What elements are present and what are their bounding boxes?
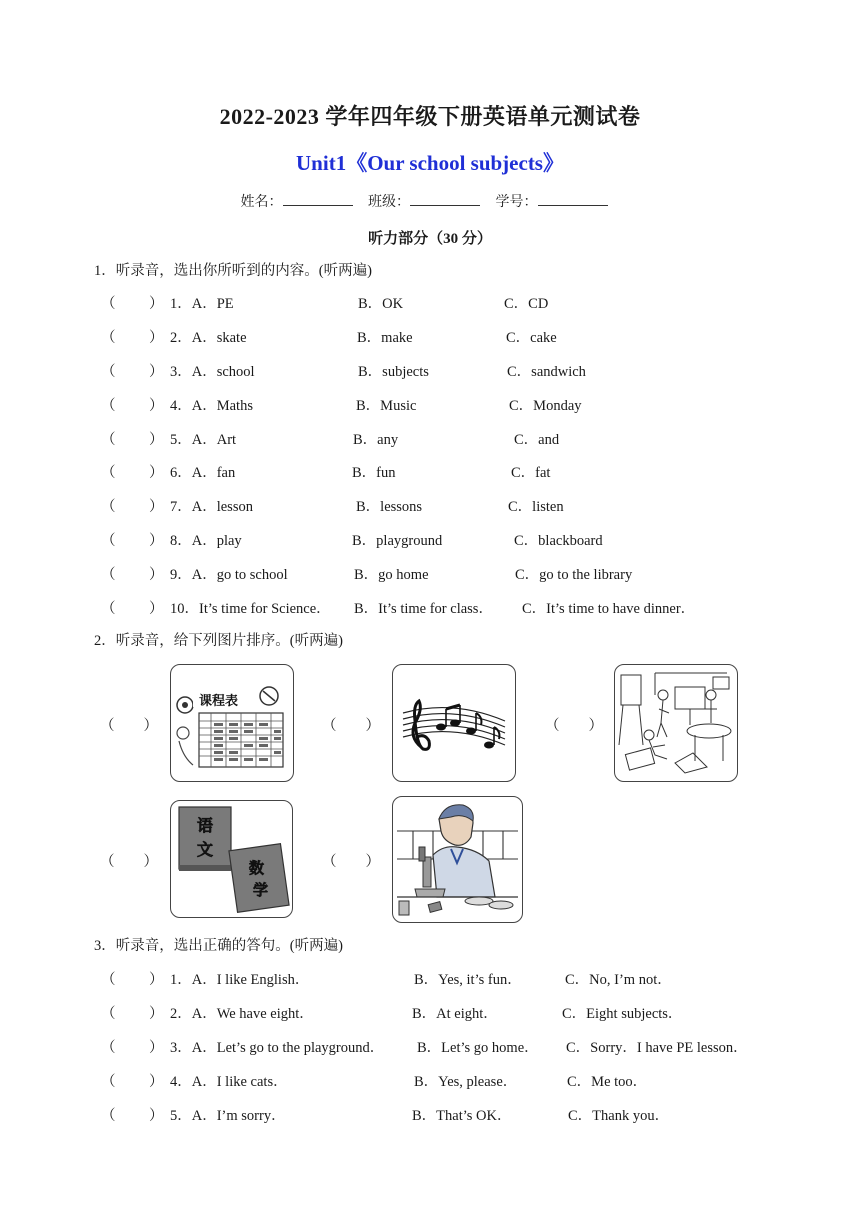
section-title: 听力部分（30 分）: [368, 231, 492, 247]
option-b: B．lessons: [356, 499, 423, 515]
answer-paren-right: ）: [149, 1108, 164, 1124]
option-b: B．subjects: [358, 364, 429, 380]
answer-paren-right: ）: [149, 296, 164, 312]
option-b: B．playground: [352, 533, 443, 549]
science-picture: [392, 796, 523, 923]
option-c: C．Eight subjects．: [562, 1006, 683, 1022]
art-class-picture: [614, 664, 738, 782]
question-row: [0, 326, 860, 348]
option-a: 3．A．school: [170, 364, 255, 380]
answer-paren-right: ）: [149, 601, 164, 617]
name-blank[interactable]: [283, 193, 353, 206]
book-char: 数: [249, 859, 265, 877]
part3-instruction: 3．听录音，选出正确的答句。(听两遍): [94, 938, 343, 954]
book-char: 语: [197, 816, 214, 835]
answer-paren-left[interactable]: （: [101, 1040, 116, 1056]
answer-paren-left[interactable]: （: [101, 499, 116, 515]
page-subtitle: Unit1《Our school subjects》: [296, 151, 564, 175]
option-a: 2．A．We have eight．: [170, 1006, 314, 1022]
answer-paren-left[interactable]: （: [101, 1006, 116, 1022]
option-c: C．fat: [511, 465, 551, 481]
part1-instruction: 1．听录音，选出你所听到的内容。(听两遍): [94, 263, 372, 279]
answer-paren[interactable]: （ ）: [100, 854, 158, 870]
option-c: C．Sorry．I have PE lesson．: [566, 1040, 748, 1056]
number-blank[interactable]: [538, 193, 608, 206]
student-info-line: [0, 191, 860, 211]
option-a: 10．It’s time for Science．: [170, 601, 331, 617]
answer-paren-left[interactable]: （: [101, 330, 116, 346]
option-c: C．blackboard: [514, 533, 603, 549]
option-b: B．any: [353, 432, 399, 448]
option-b: B．Music: [356, 398, 417, 414]
book-char: 文: [197, 840, 214, 859]
option-b: B．Let’s go home．: [417, 1040, 539, 1056]
option-b: B．fun: [352, 465, 396, 481]
microscope-scientist-icon: [393, 797, 522, 922]
textbooks-icon: [171, 801, 292, 917]
answer-paren-left[interactable]: （: [101, 1108, 116, 1124]
option-b: B．It’s time for class．: [354, 601, 493, 617]
music-notes-icon: [393, 665, 515, 781]
answer-paren[interactable]: （ ）: [322, 854, 380, 870]
answer-paren-right: ）: [149, 432, 164, 448]
answer-paren-right: ）: [149, 465, 164, 481]
option-c: C．Thank you．: [568, 1108, 670, 1124]
question-row: [0, 597, 860, 619]
question-row: [0, 292, 860, 314]
page-title: 2022-2023 学年四年级下册英语单元测试卷: [219, 104, 641, 129]
answer-paren-left[interactable]: （: [101, 567, 116, 583]
question-row: [0, 1104, 860, 1126]
timetable-picture: [170, 664, 294, 782]
option-b: B．OK: [358, 296, 404, 312]
answer-paren-right: ）: [149, 1006, 164, 1022]
class-label: 班级：: [368, 195, 410, 210]
answer-paren-right: ）: [149, 499, 164, 515]
answer-paren-right: ）: [149, 330, 164, 346]
name-label: 姓名：: [240, 195, 283, 210]
answer-paren-left[interactable]: （: [101, 465, 116, 481]
option-c: C．listen: [508, 499, 564, 515]
answer-paren-right: ）: [149, 1074, 164, 1090]
answer-paren-left[interactable]: （: [101, 1074, 116, 1090]
answer-paren-right: ）: [149, 398, 164, 414]
music-picture: [392, 664, 516, 782]
part2-instruction: 2．听录音，给下列图片排序。(听两遍): [94, 633, 343, 649]
option-c: C．sandwich: [507, 364, 586, 380]
option-b: B．That’s OK．: [412, 1108, 512, 1124]
answer-paren-left[interactable]: （: [101, 364, 116, 380]
option-c: C．and: [514, 432, 560, 448]
option-a: 1．A．PE: [170, 296, 234, 312]
option-c: C．Monday: [509, 398, 582, 414]
option-a: 1．A．I like English．: [170, 972, 310, 988]
option-a: 4．A．I like cats．: [170, 1074, 288, 1090]
option-c: C．CD: [504, 296, 549, 312]
option-b: B．At eight．: [412, 1006, 498, 1022]
textbooks-picture: [170, 800, 293, 918]
option-c: C．cake: [506, 330, 557, 346]
option-a: 5．A．I’m sorry．: [170, 1108, 286, 1124]
option-c: C．go to the library: [515, 567, 633, 583]
book-char: 学: [253, 881, 269, 899]
question-row: [0, 1036, 860, 1058]
question-row: [0, 1002, 860, 1024]
option-c: C．No, I’m not．: [565, 972, 672, 988]
answer-paren-right: ）: [149, 364, 164, 380]
option-c: C．It’s time to have dinner．: [522, 601, 696, 617]
answer-paren-left[interactable]: （: [101, 432, 116, 448]
answer-paren-left[interactable]: （: [101, 533, 116, 549]
option-b: B．make: [357, 330, 413, 346]
number-label: 学号：: [495, 195, 538, 210]
option-a: 3．A．Let’s go to the playground．: [170, 1040, 385, 1056]
option-b: B．go home: [354, 567, 429, 583]
option-b: B．Yes, it’s fun．: [414, 972, 522, 988]
option-a: 8．A．play: [170, 533, 242, 549]
question-row: [0, 1070, 860, 1092]
answer-paren-left[interactable]: （: [101, 398, 116, 414]
question-row: [0, 428, 860, 450]
option-b: B．Yes, please．: [414, 1074, 518, 1090]
art-class-icon: [615, 665, 737, 781]
question-row: [0, 968, 860, 990]
option-c: C．Me too．: [567, 1074, 648, 1090]
question-row: [0, 360, 860, 382]
option-a: 7．A．lesson: [170, 499, 253, 515]
answer-paren[interactable]: （ ）: [545, 718, 603, 734]
question-row: [0, 461, 860, 483]
answer-paren-right: ）: [149, 567, 164, 583]
question-row: [0, 563, 860, 585]
answer-paren-right: ）: [149, 533, 164, 549]
question-row: [0, 495, 860, 517]
answer-paren-right: ）: [149, 972, 164, 988]
option-a: 9．A．go to school: [170, 567, 288, 583]
answer-paren-left[interactable]: （: [101, 972, 116, 988]
question-row: [0, 529, 860, 551]
option-a: 6．A．fan: [170, 465, 236, 481]
answer-paren[interactable]: （ ）: [100, 718, 158, 734]
answer-paren[interactable]: （ ）: [322, 718, 380, 734]
answer-paren-right: ）: [149, 1040, 164, 1056]
timetable-icon: [171, 665, 293, 781]
answer-paren-left[interactable]: （: [101, 296, 116, 312]
option-a: 4．A．Maths: [170, 398, 253, 414]
option-a: 5．A．Art: [170, 432, 237, 448]
option-a: 2．A．skate: [170, 330, 247, 346]
question-row: [0, 394, 860, 416]
timetable-title: 课程表: [199, 694, 239, 709]
class-blank[interactable]: [410, 193, 480, 206]
answer-paren-left[interactable]: （: [101, 601, 116, 617]
